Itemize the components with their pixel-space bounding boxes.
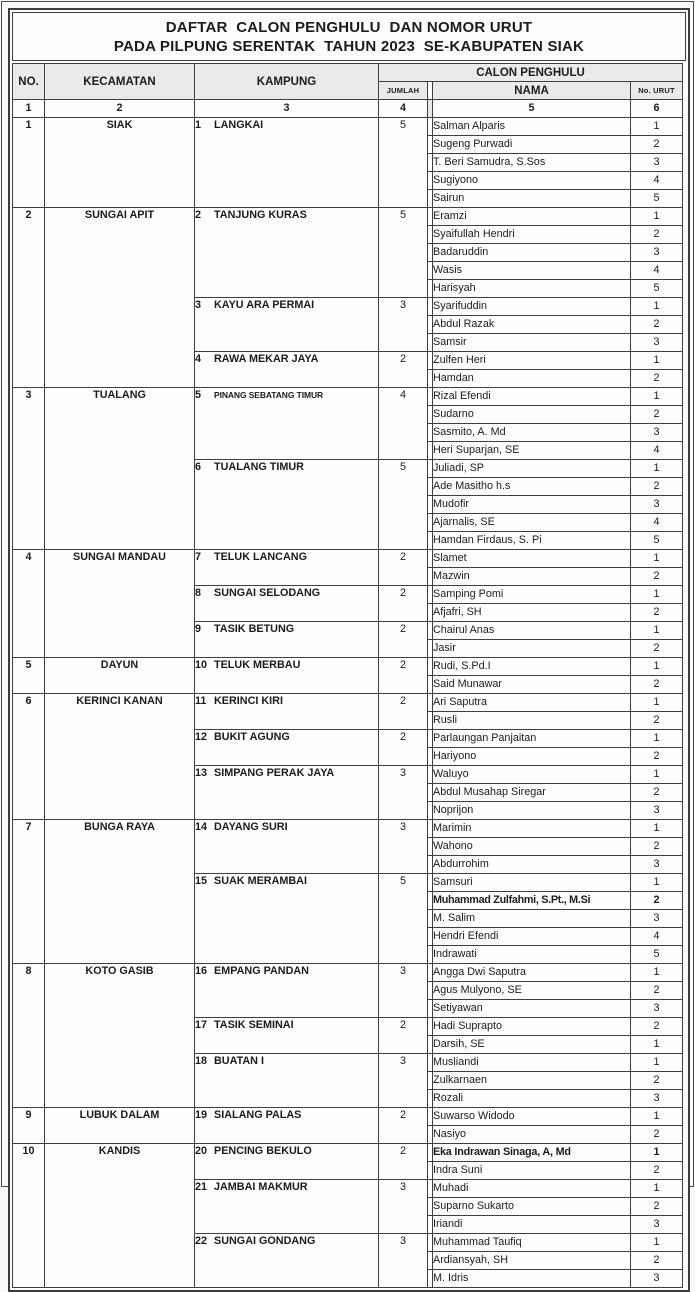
- candidate-name-cell: Ajarnalis, SE: [433, 514, 631, 532]
- candidate-name-cell: Hendri Efendi: [433, 928, 631, 946]
- table-row: [13, 1108, 683, 1126]
- kampung-number: 6: [195, 461, 202, 473]
- candidate-urut-cell: 2: [631, 568, 683, 586]
- candidate-urut-cell: 2: [631, 1198, 683, 1216]
- candidate-urut-cell: 1: [631, 352, 683, 370]
- candidate-name-cell: Waluyo: [433, 766, 631, 784]
- candidate-urut-cell: 3: [631, 1216, 683, 1234]
- candidate-urut-cell: 2: [631, 640, 683, 658]
- candidate-name-cell: Ardiansyah, SH: [433, 1252, 631, 1270]
- kampung-number: 4: [195, 353, 202, 365]
- candidate-name-cell: Darsih, SE: [433, 1036, 631, 1054]
- candidate-urut-cell: 4: [631, 928, 683, 946]
- candidate-urut-cell: 1: [631, 550, 683, 568]
- candidate-urut-cell: 2: [631, 676, 683, 694]
- header-row-1: [13, 64, 683, 82]
- jumlah-cell: 3: [379, 766, 428, 820]
- candidate-urut-cell: 1: [631, 586, 683, 604]
- district-number-cell: 9: [13, 1108, 45, 1144]
- jumlah-cell: 2: [379, 622, 428, 658]
- candidate-name-cell: Suparno Sukarto: [433, 1198, 631, 1216]
- kecamatan-cell: SUNGAI APIT: [45, 208, 195, 388]
- kampung-number: 17: [195, 1019, 208, 1031]
- kampung-name: SIMPANG PERAK JAYA: [214, 767, 335, 779]
- candidate-name-cell: Harisyah: [433, 280, 631, 298]
- title-line-2: PADA PILPUNG SERENTAK TAHUN 2023 SE-KABUPATEN SIAK: [113, 38, 585, 55]
- kampung-name: JAMBAI MAKMUR: [214, 1181, 308, 1193]
- candidate-name-cell: Hariyono: [433, 748, 631, 766]
- candidate-name-cell: Salman Alparis: [433, 118, 631, 136]
- candidate-urut-cell: 2: [631, 1126, 683, 1144]
- table-row: [13, 388, 683, 406]
- candidate-name-cell: Mazwin: [433, 568, 631, 586]
- candidate-urut-cell: 2: [631, 226, 683, 244]
- kampung-cell: [195, 1234, 379, 1288]
- table-row: [13, 208, 683, 226]
- candidate-name-cell: Hamdan: [433, 370, 631, 388]
- candidate-name-cell: Indrawati: [433, 946, 631, 964]
- candidate-urut-cell: 1: [631, 622, 683, 640]
- jumlah-cell: 3: [379, 820, 428, 874]
- candidate-name-cell: Mudofir: [433, 496, 631, 514]
- candidate-name-cell: Indra Suni: [433, 1162, 631, 1180]
- table-row: [13, 694, 683, 712]
- candidate-urut-cell: 2: [631, 748, 683, 766]
- candidate-name-cell: Badaruddin: [433, 244, 631, 262]
- kampung-number: 12: [195, 731, 208, 743]
- candidate-name-cell: Ari Saputra: [433, 694, 631, 712]
- candidate-name-cell: Muhammad Taufiq: [433, 1234, 631, 1252]
- candidate-name-cell: Angga Dwi Saputra: [433, 964, 631, 982]
- candidate-name-cell: Rudi, S.Pd.I: [433, 658, 631, 676]
- candidate-urut-cell: 2: [631, 712, 683, 730]
- candidate-name-cell: Zulkarnaen: [433, 1072, 631, 1090]
- candidate-urut-cell: 5: [631, 946, 683, 964]
- kampung-cell: [195, 352, 379, 388]
- candidate-urut-cell: 2: [631, 784, 683, 802]
- kecamatan-cell: KOTO GASIB: [45, 964, 195, 1108]
- candidate-name-cell: Samsuri: [433, 874, 631, 892]
- candidate-urut-cell: 1: [631, 694, 683, 712]
- candidate-name-cell: Eka Indrawan Sinaga, A, Md: [433, 1144, 631, 1162]
- candidate-name-cell: Said Munawar: [433, 676, 631, 694]
- candidate-urut-cell: 3: [631, 424, 683, 442]
- table-row: [13, 658, 683, 676]
- kampung-cell: [195, 1018, 379, 1054]
- kampung-name: PENCING BEKULO: [214, 1145, 312, 1157]
- candidate-name-cell: Marimin: [433, 820, 631, 838]
- kampung-cell: [195, 820, 379, 874]
- kampung-name: TASIK SEMINAI: [214, 1019, 294, 1031]
- kampung-cell: [195, 298, 379, 352]
- candidate-urut-cell: 3: [631, 910, 683, 928]
- candidate-name-cell: Wasis: [433, 262, 631, 280]
- jumlah-cell: 2: [379, 1108, 428, 1144]
- kampung-number: 2: [195, 209, 202, 221]
- candidate-urut-cell: 2: [631, 316, 683, 334]
- district-number-cell: 8: [13, 964, 45, 1108]
- kampung-cell: [195, 388, 379, 460]
- kecamatan-cell: DAYUN: [45, 658, 195, 694]
- kampung-cell: [195, 730, 379, 766]
- jumlah-cell: 5: [379, 460, 428, 550]
- candidate-name-cell: Setiyawan: [433, 1000, 631, 1018]
- kecamatan-cell: SUNGAI MANDAU: [45, 550, 195, 658]
- candidate-urut-cell: 3: [631, 1090, 683, 1108]
- candidate-urut-cell: 4: [631, 262, 683, 280]
- kampung-cell: [195, 1180, 379, 1234]
- candidate-name-cell: Musliandi: [433, 1054, 631, 1072]
- candidate-urut-cell: 3: [631, 856, 683, 874]
- jumlah-cell: 5: [379, 118, 428, 208]
- candidate-name-cell: Chairul Anas: [433, 622, 631, 640]
- district-number-cell: 6: [13, 694, 45, 820]
- candidate-urut-cell: 1: [631, 1144, 683, 1162]
- jumlah-cell: 3: [379, 1234, 428, 1288]
- kecamatan-cell: KERINCI KANAN: [45, 694, 195, 820]
- candidate-name-cell: Wahono: [433, 838, 631, 856]
- kampung-name: TASIK BETUNG: [214, 623, 295, 635]
- candidate-urut-cell: 1: [631, 1234, 683, 1252]
- kecamatan-cell: TUALANG: [45, 388, 195, 550]
- candidate-urut-cell: 1: [631, 1036, 683, 1054]
- candidate-urut-cell: 3: [631, 1270, 683, 1288]
- kampung-number: 10: [195, 659, 208, 671]
- candidate-urut-cell: 4: [631, 514, 683, 532]
- col-header-no: NO.: [13, 64, 45, 100]
- candidate-name-cell: M. Salim: [433, 910, 631, 928]
- kampung-name: TELUK MERBAU: [214, 659, 301, 671]
- candidate-name-cell: Muhammad Zulfahmi, S.Pt., M.Si: [433, 892, 631, 910]
- candidate-name-cell: Noprijon: [433, 802, 631, 820]
- kampung-name: TELUK LANCANG: [214, 551, 307, 563]
- candidate-name-cell: Iriandi: [433, 1216, 631, 1234]
- kampung-number: 22: [195, 1235, 208, 1247]
- kampung-number: 5: [195, 389, 202, 401]
- kampung-name: SUAK MERAMBAI: [214, 875, 307, 887]
- jumlah-cell: 4: [379, 388, 428, 460]
- jumlah-cell: 2: [379, 550, 428, 586]
- candidate-name-cell: Sugeng Purwadi: [433, 136, 631, 154]
- kampung-name: SUNGAI GONDANG: [214, 1235, 316, 1247]
- jumlah-cell: 2: [379, 694, 428, 730]
- candidates-table: [12, 63, 683, 1288]
- kampung-cell: [195, 586, 379, 622]
- kampung-name: BUKIT AGUNG: [214, 731, 290, 743]
- jumlah-cell: 3: [379, 1180, 428, 1234]
- kampung-number: 19: [195, 1109, 208, 1121]
- candidate-name-cell: Abdul Razak: [433, 316, 631, 334]
- candidate-name-cell: Syarifuddin: [433, 298, 631, 316]
- kampung-number: 8: [195, 587, 202, 599]
- candidate-name-cell: Samping Pomi: [433, 586, 631, 604]
- col-header-kampung: KAMPUNG: [195, 64, 379, 100]
- candidate-urut-cell: 1: [631, 820, 683, 838]
- kecamatan-cell: LUBUK DALAM: [45, 1108, 195, 1144]
- kampung-name: KAYU ARA PERMAI: [214, 299, 315, 311]
- district-number-cell: 1: [13, 118, 45, 208]
- table-row: [13, 1144, 683, 1162]
- candidate-name-cell: Hamdan Firdaus, S. Pi: [433, 532, 631, 550]
- col-number-3: 3: [195, 100, 379, 118]
- jumlah-cell: 3: [379, 964, 428, 1018]
- kampung-cell: [195, 694, 379, 730]
- candidate-name-cell: Jasir: [433, 640, 631, 658]
- candidate-urut-cell: 3: [631, 802, 683, 820]
- district-number-cell: 7: [13, 820, 45, 964]
- kampung-cell: [195, 874, 379, 964]
- candidate-name-cell: Abdurrohim: [433, 856, 631, 874]
- candidate-name-cell: Slamet: [433, 550, 631, 568]
- page-title: [12, 12, 686, 61]
- candidate-urut-cell: 1: [631, 730, 683, 748]
- col-header-calon-penghulu: CALON PENGHULU: [379, 64, 683, 82]
- candidate-urut-cell: 2: [631, 892, 683, 910]
- district-number-cell: 10: [13, 1144, 45, 1288]
- kampung-name: DAYANG SURI: [214, 821, 288, 833]
- kampung-name: TANJUNG KURAS: [214, 209, 307, 221]
- candidate-name-cell: Nasiyo: [433, 1126, 631, 1144]
- candidate-name-cell: Sugiyono: [433, 172, 631, 190]
- candidate-urut-cell: 5: [631, 280, 683, 298]
- kecamatan-cell: KANDIS: [45, 1144, 195, 1288]
- kampung-name: LANGKAI: [214, 119, 264, 131]
- kampung-number: 15: [195, 875, 208, 887]
- col-number-6: 6: [631, 100, 683, 118]
- col-header-kecamatan: KECAMATAN: [45, 64, 195, 100]
- candidate-urut-cell: 2: [631, 478, 683, 496]
- table-row: [13, 550, 683, 568]
- kampung-name: KERINCI KIRI: [214, 695, 283, 707]
- kampung-number: 1: [195, 119, 202, 131]
- candidate-urut-cell: 3: [631, 1000, 683, 1018]
- candidate-urut-cell: 2: [631, 370, 683, 388]
- col-number-4: 4: [379, 100, 428, 118]
- table-row: [13, 820, 683, 838]
- kampung-number: 20: [195, 1145, 208, 1157]
- candidate-urut-cell: 2: [631, 982, 683, 1000]
- candidate-urut-cell: 1: [631, 964, 683, 982]
- candidate-urut-cell: 2: [631, 1162, 683, 1180]
- jumlah-cell: 2: [379, 352, 428, 388]
- kecamatan-cell: SIAK: [45, 118, 195, 208]
- col-number-1: 1: [13, 100, 45, 118]
- candidate-urut-cell: 1: [631, 1180, 683, 1198]
- candidate-urut-cell: 2: [631, 1018, 683, 1036]
- kampung-name: BUATAN I: [214, 1055, 264, 1067]
- kampung-cell: [195, 964, 379, 1018]
- kampung-cell: [195, 1108, 379, 1144]
- candidate-name-cell: Muhadi: [433, 1180, 631, 1198]
- candidate-name-cell: Agus Mulyono, SE: [433, 982, 631, 1000]
- candidate-urut-cell: 1: [631, 388, 683, 406]
- candidate-name-cell: Abdul Musahap Siregar: [433, 784, 631, 802]
- candidate-urut-cell: 2: [631, 406, 683, 424]
- candidate-urut-cell: 3: [631, 154, 683, 172]
- title-line-1: DAFTAR CALON PENGHULU DAN NOMOR URUT: [165, 19, 533, 36]
- candidate-name-cell: Juliadi, SP: [433, 460, 631, 478]
- kampung-number: 3: [195, 299, 202, 311]
- col-number-5: 5: [433, 100, 631, 118]
- candidate-name-cell: Suwarso Widodo: [433, 1108, 631, 1126]
- candidate-urut-cell: 5: [631, 532, 683, 550]
- kampung-name: EMPANG PANDAN: [214, 965, 309, 977]
- candidate-urut-cell: 1: [631, 766, 683, 784]
- candidate-urut-cell: 4: [631, 442, 683, 460]
- kampung-number: 18: [195, 1055, 208, 1067]
- candidate-urut-cell: 1: [631, 460, 683, 478]
- kampung-cell: [195, 460, 379, 550]
- district-number-cell: 3: [13, 388, 45, 550]
- kampung-name: SUNGAI SELODANG: [214, 587, 321, 599]
- candidate-name-cell: Samsir: [433, 334, 631, 352]
- district-number-cell: 2: [13, 208, 45, 388]
- candidate-urut-cell: 1: [631, 1108, 683, 1126]
- col-header-no-urut: No. URUT: [631, 82, 683, 100]
- kampung-number: 7: [195, 551, 202, 563]
- jumlah-cell: 3: [379, 1054, 428, 1108]
- candidate-name-cell: Sasmito, A. Md: [433, 424, 631, 442]
- table-row: [13, 964, 683, 982]
- candidate-urut-cell: 1: [631, 208, 683, 226]
- candidate-urut-cell: 1: [631, 874, 683, 892]
- candidate-urut-cell: 1: [631, 118, 683, 136]
- candidate-name-cell: Heri Suparjan, SE: [433, 442, 631, 460]
- kampung-cell: [195, 658, 379, 694]
- kampung-cell: [195, 1144, 379, 1180]
- candidate-name-cell: M. Idris: [433, 1270, 631, 1288]
- candidate-name-cell: Zulfen Heri: [433, 352, 631, 370]
- col-header-nama: NAMA: [433, 82, 631, 100]
- candidate-name-cell: Eramzi: [433, 208, 631, 226]
- kampung-name: RAWA MEKAR JAYA: [214, 353, 319, 365]
- candidate-name-cell: Ade Masitho h.s: [433, 478, 631, 496]
- col-header-jumlah: JUMLAH: [379, 82, 428, 100]
- district-number-cell: 4: [13, 550, 45, 658]
- jumlah-cell: 2: [379, 730, 428, 766]
- candidate-name-cell: Syaifullah Hendri: [433, 226, 631, 244]
- candidate-urut-cell: 4: [631, 172, 683, 190]
- candidate-name-cell: Parlaungan Panjaitan: [433, 730, 631, 748]
- kampung-cell: [195, 1054, 379, 1108]
- jumlah-cell: 5: [379, 208, 428, 298]
- kecamatan-cell: BUNGA RAYA: [45, 820, 195, 964]
- col-number-2: 2: [45, 100, 195, 118]
- candidate-name-cell: Sairun: [433, 190, 631, 208]
- candidate-urut-cell: 3: [631, 244, 683, 262]
- kampung-number: 14: [195, 821, 208, 833]
- candidate-urut-cell: 1: [631, 658, 683, 676]
- kampung-cell: [195, 766, 379, 820]
- kampung-number: 11: [195, 695, 207, 707]
- jumlah-cell: 2: [379, 658, 428, 694]
- kampung-cell: [195, 118, 379, 208]
- candidate-name-cell: Sudarno: [433, 406, 631, 424]
- table-row: [13, 118, 683, 136]
- kampung-name: PINANG SEBATANG TIMUR: [214, 390, 324, 400]
- candidate-urut-cell: 2: [631, 1252, 683, 1270]
- candidate-urut-cell: 1: [631, 1054, 683, 1072]
- candidate-urut-cell: 2: [631, 1072, 683, 1090]
- candidate-name-cell: Rizal Efendi: [433, 388, 631, 406]
- jumlah-cell: 5: [379, 874, 428, 964]
- kampung-number: 9: [195, 623, 202, 635]
- candidate-name-cell: Rusli: [433, 712, 631, 730]
- kampung-name: SIALANG PALAS: [214, 1109, 302, 1121]
- candidate-name-cell: Afjafri, SH: [433, 604, 631, 622]
- candidate-name-cell: Rozali: [433, 1090, 631, 1108]
- jumlah-cell: 3: [379, 298, 428, 352]
- candidate-name-cell: T. Beri Samudra, S.Sos: [433, 154, 631, 172]
- column-numbering-row: [13, 100, 683, 118]
- kampung-cell: [195, 550, 379, 586]
- kampung-number: 13: [195, 767, 208, 779]
- jumlah-cell: 2: [379, 1144, 428, 1180]
- candidate-urut-cell: 5: [631, 190, 683, 208]
- kampung-cell: [195, 622, 379, 658]
- kampung-cell: [195, 208, 379, 298]
- kampung-number: 21: [195, 1181, 208, 1193]
- candidate-name-cell: Hadi Suprapto: [433, 1018, 631, 1036]
- candidate-urut-cell: 2: [631, 838, 683, 856]
- candidate-urut-cell: 1: [631, 298, 683, 316]
- jumlah-cell: 2: [379, 586, 428, 622]
- jumlah-cell: 2: [379, 1018, 428, 1054]
- kampung-number: 16: [195, 965, 208, 977]
- kampung-name: TUALANG TIMUR: [214, 461, 304, 473]
- document-sheet: [8, 8, 690, 1292]
- district-number-cell: 5: [13, 658, 45, 694]
- candidate-urut-cell: 2: [631, 604, 683, 622]
- candidate-urut-cell: 3: [631, 334, 683, 352]
- candidate-urut-cell: 3: [631, 496, 683, 514]
- candidate-urut-cell: 2: [631, 136, 683, 154]
